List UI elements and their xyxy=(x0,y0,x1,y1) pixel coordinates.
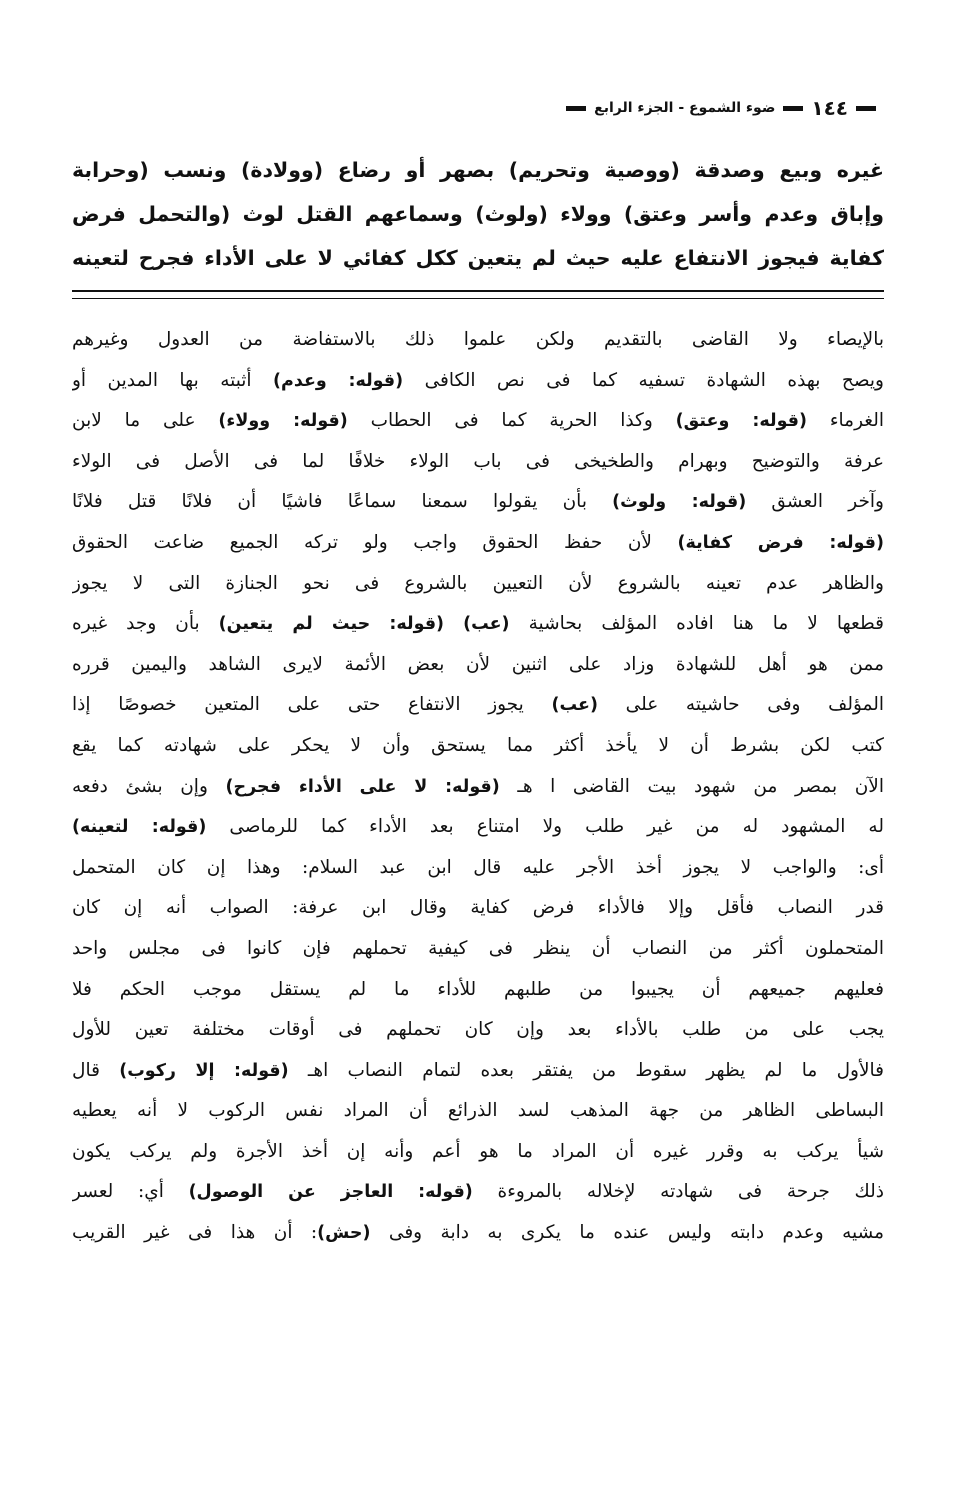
commentary-segment: وكذا الحرية كما فى الحطاب xyxy=(347,410,676,432)
commentary-quote: (عب) xyxy=(551,695,598,716)
commentary-quote: (حش) xyxy=(317,1223,371,1244)
commentary-quote: (قوله: العاجز عن الوصول) xyxy=(188,1182,473,1203)
commentary-line xyxy=(72,767,884,808)
book-title: ضوء الشموع - الجزء الرابع xyxy=(594,100,776,116)
commentary-segment: ويصح بهذه الشهادة تسفيه كما فى نص الكافى xyxy=(403,369,884,391)
commentary-segment: بالإيصاء ولا القاضى بالتقديم ولكن علموا ذلك بالاستفاضة من العدول وغيرهم xyxy=(72,329,884,350)
header-dash-middle xyxy=(783,106,803,111)
commentary-segment: يجوز الانتفاع حتى على المتعين خصوصًا إذا xyxy=(72,694,552,716)
commentary-line xyxy=(72,401,884,442)
commentary-line xyxy=(72,1172,884,1213)
commentary-quote: (قوله: لا على الأداء فجرح) xyxy=(225,776,500,797)
commentary-quote: (عب) xyxy=(463,614,510,635)
commentary-line xyxy=(72,361,884,402)
commentary-segment: والظاهر عدم تعينه بالشروع لأن التعيين بالشروع فى نحو الجنازة التى لا يجوز xyxy=(72,572,884,594)
commentary-segment: وآخر العشق xyxy=(746,491,884,513)
commentary-segment: بأن يقولوا سمعنا سماعًا فاشيًا أن فلانًا قتل فلانًا xyxy=(72,491,613,513)
commentary-quote: (قوله: إلا ركوب) xyxy=(119,1060,289,1081)
page xyxy=(72,0,884,1494)
commentary-line xyxy=(72,970,884,1011)
commentary-line xyxy=(72,848,884,889)
matn-line: كفاية فيجوز الانتفاع عليه حيث لم يتعين ككل كفائي لا على الأداء فجرح لتعينه xyxy=(72,246,884,270)
commentary-line xyxy=(72,523,884,564)
commentary-quote: (قوله: لتعينه) xyxy=(72,817,207,838)
matn-text xyxy=(72,148,884,280)
commentary-segment: قال xyxy=(72,1059,120,1081)
commentary-line xyxy=(72,888,884,929)
commentary-segment: له المشهود له من غير طلب ولا امتناع بعد الأداء كما للرماصى xyxy=(206,816,884,838)
commentary-segment xyxy=(444,613,463,634)
commentary-segment: قدر النصاب فأقل وإلا فالأداء فرض كفاية وقال ابن عرفة: الصواب أنه إن كان xyxy=(72,897,884,919)
commentary-quote: (قوله: وعتق) xyxy=(675,411,808,432)
commentary-segment: فعليهم جميعهم أن يجيبوا من طلبهم للأداء ما لم يستقل موجب الحكم فلا xyxy=(72,978,884,1000)
commentary-segment: الآن بمصر من شهود بيت القاضى ا هـ xyxy=(499,775,884,797)
commentary-line xyxy=(72,320,884,361)
commentary-line xyxy=(72,564,884,605)
section-divider xyxy=(72,290,884,299)
commentary-segment: قطعها لا ما هنا افاده المؤلف بحاشية xyxy=(509,613,884,635)
commentary-line xyxy=(72,1091,884,1132)
header-dash-left xyxy=(566,106,586,111)
commentary-line xyxy=(72,645,884,686)
commentary-segment: عرفة والتوضيح وبهرام والطخيخى فى باب الولاء خلافًا لما فى الأصل فى الولاء xyxy=(72,450,884,472)
commentary-quote: (قوله: فرض كفاية) xyxy=(677,532,884,553)
commentary-line xyxy=(72,1213,884,1254)
commentary-line xyxy=(72,685,884,726)
matn-line: وإباق وعدم وأسر وعتق) وولاء (ولوث) وسماعهم القتل لوث (والتحمل فرض xyxy=(72,202,884,226)
commentary-line xyxy=(72,604,884,645)
commentary-segment: شيأ يركب به وقرر غيره أن المراد ما هو أعم وأنه إن أخذ الأجرة ولم يركب يكون xyxy=(72,1140,884,1162)
commentary-line xyxy=(72,726,884,767)
commentary-line xyxy=(72,442,884,483)
commentary-segment: البساطى الظاهر من جهة المذهب لسد الذرائع أن المراد نفس الركوب لا أنه يعطيه xyxy=(72,1100,884,1122)
commentary-line xyxy=(72,1132,884,1173)
commentary-segment: أي: لعسر xyxy=(72,1181,189,1203)
commentary-line xyxy=(72,929,884,970)
commentary-segment: : أن هذا فى غير القريب xyxy=(72,1222,318,1244)
commentary-quote: (قوله: ولوث) xyxy=(612,492,747,513)
commentary-segment: على ما لابن xyxy=(72,410,219,432)
commentary-segment: ممن هو أهل للشهادة وزاد على اثنين لأن بعض الأئمة لايرى الشاهد واليمين قرره xyxy=(72,653,884,675)
commentary-segment: الغرماء xyxy=(807,410,884,432)
commentary-line xyxy=(72,482,884,523)
commentary-line xyxy=(72,807,884,848)
page-number: ١٤٤ xyxy=(811,96,848,120)
commentary-line xyxy=(72,1051,884,1092)
commentary-segment: فالأول ما لم يظهر سقوط من يفتقر بعده لتمام النصاب اهـ xyxy=(288,1059,884,1081)
running-header xyxy=(72,96,884,120)
commentary-line xyxy=(72,1010,884,1051)
commentary-segment: أثبته بها المدين أو xyxy=(72,369,274,391)
commentary-segment: بأن وجد غيره xyxy=(72,613,219,635)
commentary-segment: ذلك جرحة فى شهادته لإخلاله بالمروءة xyxy=(472,1181,884,1203)
matn-line: غيره وبيع وصدقة (ووصية وتحريم) بصهر أو رضاع (وولادة) ونسب (وحرابة xyxy=(72,158,884,182)
commentary-segment: وإن بشئ دفعه xyxy=(72,775,226,797)
commentary-segment: لأن حفظ الحقوق واجب ولو تركه الجميع ضاعت الحقوق xyxy=(72,531,678,553)
commentary-quote: (قوله: حيث لم يتعين) xyxy=(218,614,445,635)
commentary-segment: أى: والواجب لا يجوز أخذ الأجر عليه قال ابن عبد السلام: وهذا إن كان المتحمل xyxy=(72,856,884,878)
commentary-segment: كتب لكن بشرط أن لا يأخذ أكثر مما يستحق وأن لا يحكر على شهادته كما يقع xyxy=(72,734,884,756)
commentary-segment: يجب على من طلب بالأداء بعد وإن كان تحملهم فى أوقات مختلفة تعين للأول xyxy=(72,1019,884,1041)
commentary-segment: المتحملون أكثر من النصاب أن ينظر فى كيفية تحملهم فإن كانوا فى مجلس واحد xyxy=(72,937,884,959)
commentary-quote: (قوله: وعدم) xyxy=(273,370,404,391)
commentary-quote: (قوله: وولاء) xyxy=(218,411,348,432)
commentary-segment: المؤلف وفى حاشيته على xyxy=(597,694,884,716)
header-dash-right xyxy=(856,106,876,111)
commentary-text xyxy=(72,320,884,1254)
commentary-segment: مشيه وعدم دابته وليس عنده ما يكرى به دابة وفى xyxy=(370,1222,884,1244)
